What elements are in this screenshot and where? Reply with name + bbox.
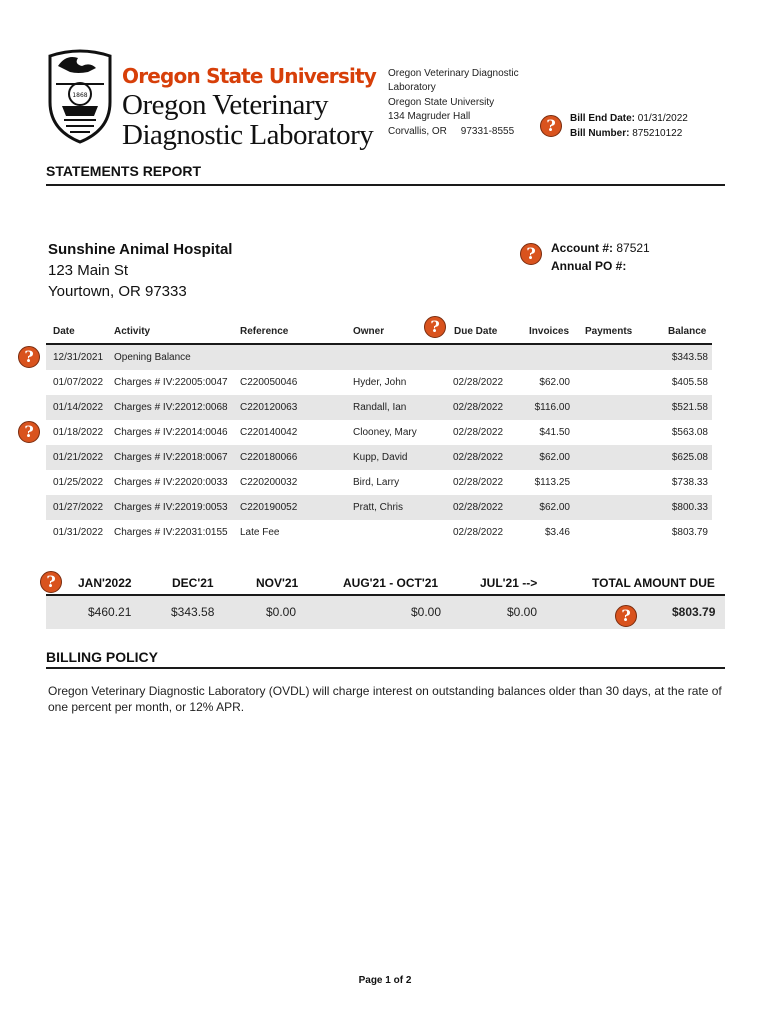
billing-policy-text: Oregon Veterinary Diagnostic Laboratory (OVDL) will charge interest on outstanding balances older than 30 days, at the rate of one percent per month, or 12% APR. (48, 684, 722, 714)
summary-label-nov: NOV'21 (256, 576, 299, 590)
col-header-payments: Payments (585, 326, 633, 337)
cell-due-date: 02/28/2022 (453, 502, 504, 513)
help-icon[interactable]: ? (520, 243, 542, 265)
cell-balance: $738.33 (671, 477, 708, 488)
divider (46, 667, 725, 669)
help-icon[interactable]: ? (40, 571, 62, 593)
cell-owner: Clooney, Mary (353, 427, 417, 438)
summary-value-jan: $460.21 (88, 605, 132, 619)
customer-city: Yourtown, OR 97333 (48, 283, 187, 300)
cell-date: 01/25/2022 (53, 477, 104, 488)
bill-end-date: 01/31/2022 (637, 113, 688, 124)
cell-invoices: $62.00 (539, 452, 570, 463)
cell-date: 01/31/2022 (53, 527, 104, 538)
cell-date: 01/14/2022 (53, 402, 104, 413)
summary-value-nov: $0.00 (266, 605, 297, 619)
cell-balance: $563.08 (671, 427, 708, 438)
summary-value-total: $803.79 (672, 605, 716, 619)
account-number: 87521 (616, 241, 650, 255)
cell-due-date: 02/28/2022 (453, 377, 504, 388)
cell-date: 01/07/2022 (53, 377, 104, 388)
cell-due-date: 02/28/2022 (453, 477, 504, 488)
cell-balance: $405.58 (671, 377, 708, 388)
cell-due-date: 02/28/2022 (453, 527, 504, 538)
address-line: 134 Magruder Hall (388, 111, 471, 123)
cell-invoices: $113.25 (534, 477, 570, 488)
table-row (46, 520, 712, 545)
cell-date: 01/21/2022 (53, 452, 104, 463)
account-label: Account #: (551, 241, 614, 255)
table-row (46, 395, 712, 420)
col-header-reference: Reference (240, 326, 289, 337)
lab-name-line1: Oregon Veterinary (122, 89, 328, 121)
cell-reference: C220200032 (240, 477, 298, 488)
table-row (46, 445, 712, 470)
cell-activity: Charges # IV:22031:0155 (114, 527, 228, 538)
col-header-invoices: Invoices (529, 326, 570, 337)
cell-balance: $521.58 (671, 402, 708, 413)
cell-reference: C220120063 (240, 402, 298, 413)
summary-value-jul: $0.00 (507, 605, 538, 619)
customer-name: Sunshine Animal Hospital (48, 241, 233, 258)
cell-balance: $625.08 (671, 452, 708, 463)
cell-balance: $803.79 (671, 527, 708, 538)
summary-label-aug-oct: AUG'21 - OCT'21 (343, 576, 439, 590)
address-line: Oregon Veterinary Diagnostic (388, 68, 519, 79)
col-header-due-date: Due Date (454, 326, 498, 337)
cell-reference: C220050046 (240, 377, 298, 388)
help-icon[interactable]: ? (615, 605, 637, 627)
cell-activity: Opening Balance (114, 352, 191, 363)
page-number: Page 1 of 2 (358, 975, 412, 986)
help-icon[interactable]: ? (18, 346, 40, 368)
customer-street: 123 Main St (48, 262, 129, 279)
cell-activity: Charges # IV:22012:0068 (114, 402, 228, 413)
lab-name (122, 90, 373, 150)
billing-policy-title: BILLING POLICY (46, 649, 158, 665)
address-line: Oregon State University (388, 96, 495, 108)
summary-value-aug-oct: $0.00 (411, 605, 442, 619)
summary-label-jul: JUL'21 --> (480, 576, 538, 590)
table-row (46, 470, 712, 495)
seal-year: 1868 (72, 92, 88, 99)
summary-label-total: TOTAL AMOUNT DUE (592, 576, 715, 590)
cell-activity: Charges # IV:22020:0033 (114, 477, 228, 488)
cell-owner: Kupp, David (353, 452, 408, 463)
cell-due-date: 02/28/2022 (453, 452, 504, 463)
cell-invoices: $116.00 (534, 402, 570, 413)
cell-due-date: 02/28/2022 (453, 402, 504, 413)
cell-date: 01/27/2022 (53, 502, 104, 513)
bill-info (570, 111, 688, 141)
cell-reference: C220140042 (240, 427, 298, 438)
help-icon[interactable]: ? (18, 421, 40, 443)
col-header-date: Date (53, 326, 75, 337)
cell-invoices: $62.00 (539, 502, 570, 513)
address-line: Corvallis, OR 97331-8555 (388, 125, 515, 137)
summary-label-dec: DEC'21 (172, 576, 214, 590)
bill-end-date-label: Bill End Date: (570, 113, 636, 124)
osu-seal-icon (44, 44, 116, 144)
bill-number-label: Bill Number: (570, 128, 630, 139)
cell-balance: $343.58 (671, 352, 708, 363)
cell-invoices: $62.00 (539, 377, 570, 388)
university-name: Oregon State University (122, 64, 376, 88)
cell-balance: $800.33 (671, 502, 708, 513)
divider (46, 184, 725, 186)
lab-address (388, 67, 538, 139)
cell-activity: Charges # IV:22005:0047 (114, 377, 228, 388)
cell-reference: C220180066 (240, 452, 298, 463)
cell-owner: Pratt, Chris (353, 502, 404, 513)
address-line: Laboratory (388, 82, 436, 94)
help-icon[interactable]: ? (424, 316, 446, 338)
cell-reference: Late Fee (240, 527, 280, 538)
col-header-balance: Balance (668, 326, 707, 337)
customer-block (48, 239, 232, 302)
summary-value-dec: $343.58 (171, 605, 215, 619)
cell-owner: Randall, Ian (353, 402, 407, 413)
annual-po-label: Annual PO #: (551, 259, 627, 273)
cell-invoices: $3.46 (544, 527, 570, 538)
cell-activity: Charges # IV:22019:0053 (114, 502, 228, 513)
col-header-owner: Owner (353, 326, 385, 337)
table-row (46, 420, 712, 445)
summary-label-jan: JAN'2022 (78, 576, 132, 590)
report-title: STATEMENTS REPORT (46, 163, 202, 179)
table-row (46, 345, 712, 370)
cell-date: 01/18/2022 (53, 427, 104, 438)
cell-activity: Charges # IV:22014:0046 (114, 427, 228, 438)
bill-number: 875210122 (632, 128, 683, 139)
col-header-activity: Activity (114, 326, 151, 337)
cell-reference: C220190052 (240, 502, 298, 513)
cell-date: 12/31/2021 (53, 352, 104, 363)
cell-activity: Charges # IV:22018:0067 (114, 452, 228, 463)
cell-owner: Hyder, John (353, 377, 407, 388)
cell-due-date: 02/28/2022 (453, 427, 504, 438)
table-row (46, 370, 712, 395)
cell-owner: Bird, Larry (353, 477, 400, 488)
lab-name-line2: Diagnostic Laboratory (122, 119, 374, 151)
cell-invoices: $41.50 (539, 427, 570, 438)
help-icon[interactable]: ? (540, 115, 562, 137)
table-row (46, 495, 712, 520)
account-block (551, 239, 650, 275)
